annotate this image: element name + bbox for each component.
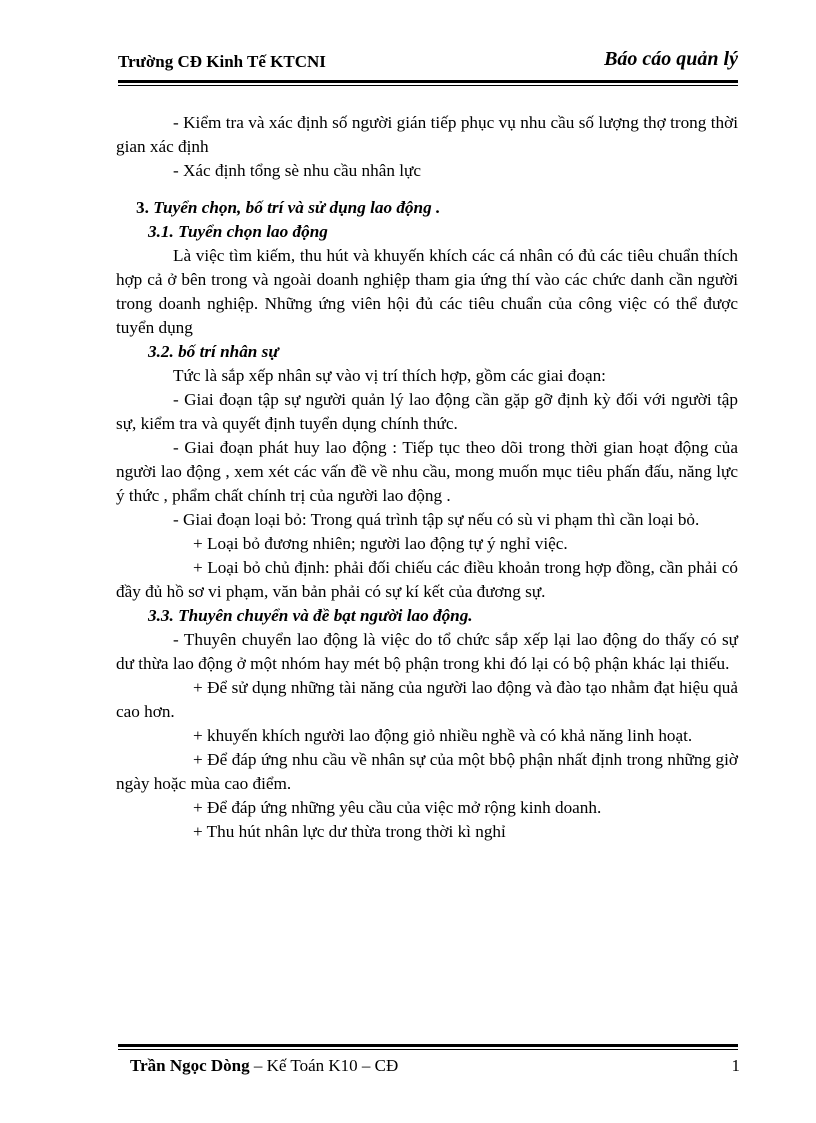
paragraph: Tức là sắp xếp nhân sự vào vị trí thích hợp, gồm các giai đoạn: — [173, 366, 606, 385]
paragraph: + Loại bỏ chủ định: phải đối chiếu các điều khoản trong hợp đồng, cần phải có đầy đủ hồ sơ vi phạm, văn bản phải có sự kí kết của đương sự. — [116, 558, 738, 601]
section-heading-3 — [116, 196, 738, 220]
header-school-name: Trường CĐ Kinh Tế KTCNI — [118, 52, 326, 71]
paragraph: - Thuyên chuyển lao động là việc do tổ chức sắp xếp lại lao động do thấy có sự dư thừa lao động ở một nhóm hay mét bộ phận trong khi đó lại có bộ phận khác lại thiếu. — [116, 630, 738, 673]
paragraph: - Giai đoạn tập sự người quản lý lao động cần gặp gỡ định kỳ đối với người tập sự, kiểm tra và quyết định tuyển dụng chính thức. — [116, 390, 738, 433]
header-rule-thick — [118, 80, 738, 83]
subsection-heading-3-3: 3.3. Thuyên chuyển và đề bạt người lao động. — [148, 606, 473, 625]
paragraph: + khuyến khích người lao động giỏ nhiều nghề và có khả năng linh hoạt. — [193, 726, 693, 745]
header-rule-thin — [118, 85, 738, 86]
footer-author-name: Trần Ngọc Dòng — [130, 1056, 250, 1075]
subsection-heading-3-2: 3.2. bố trí nhân sự — [148, 342, 279, 361]
paragraph: + Để đáp ứng nhu cầu về nhân sự của một bbộ phận nhất định trong những giờ ngày hoặc mùa cao điểm. — [116, 750, 738, 793]
paragraph: - Xác định tổng sè nhu cầu nhân lực — [173, 161, 421, 180]
footer-course-info: – Kế Toán K10 – CĐ — [249, 1056, 399, 1075]
footer-rule-thick — [118, 1044, 738, 1047]
page-number: 1 — [731, 1056, 740, 1075]
section-title: Tuyển chọn, bố trí và sử dụng lao động . — [153, 198, 441, 217]
footer-rule-thin — [118, 1049, 738, 1050]
page-footer — [130, 1056, 740, 1076]
subsection-heading-3-1: 3.1. Tuyển chọn lao động — [148, 222, 328, 241]
paragraph: + Thu hút nhân lực dư thừa trong thời kì nghỉ — [193, 822, 506, 841]
document-body — [116, 111, 738, 844]
paragraph: + Để đáp ứng những yêu cầu của việc mở rộng kinh doanh. — [193, 798, 602, 817]
paragraph: + Để sử dụng những tài năng của người lao động và đào tạo nhằm đạt hiệu quả cao hơn. — [116, 678, 738, 721]
paragraph: + Loại bỏ đương nhiên; người lao động tự ý nghỉ việc. — [193, 534, 568, 553]
paragraph: - Giai đoạn loại bỏ: Trong quá trình tập sự nếu có sù vi phạm thì cần loại bỏ. — [173, 510, 700, 529]
header-report-title: Báo cáo quản lý — [604, 48, 738, 70]
paragraph: Là việc tìm kiếm, thu hút và khuyến khích các cá nhân có đủ các tiêu chuẩn thích hợp cả ở bên trong và ngoài doanh nghiệp tham gia ứng thí vào các chức danh cần người trong doanh nghiệp. Những ứng viên hội đủ các tiêu chuẩn của công việc có thể được tuyển dụng — [116, 246, 738, 337]
paragraph: - Giai đoạn phát huy lao động : Tiếp tục theo dõi trong thời gian hoạt động của người lao động , xem xét các vấn đề về nhu cầu, mong muốn mục tiêu phấn đấu, năng lực ý thức , phẩm chất chính trị của người lao động . — [116, 438, 738, 505]
section-number: 3. — [136, 198, 149, 217]
paragraph: - Kiểm tra và xác định số người gián tiếp phục vụ nhu cầu số lượng thợ trong thời gian xác định — [116, 113, 738, 156]
page-header — [118, 46, 738, 78]
